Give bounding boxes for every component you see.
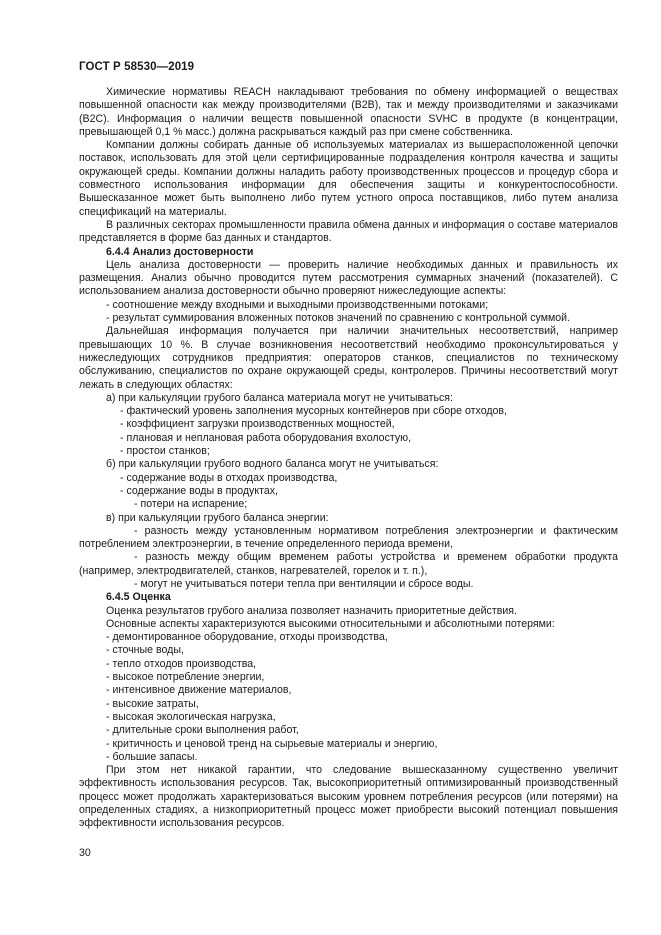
paragraph: Дальнейшая информация получается при наличии значительных несоответствий, например превышающих 10 %. В случае возникновения несоответствий необходимо проконсультироваться у нижеследующих сотрудников предприятия: операторов станков, специалистов по техническому обслуживанию, специалистов по охране окружающей среды, контролеров. Причины несоответствий могут лежать в следующих областях:: [79, 325, 618, 391]
list-item: - содержание воды в продуктах,: [120, 484, 278, 497]
list-item: - плановая и неплановая работа оборудования вхолостую,: [120, 431, 412, 444]
list-item: - интенсивное движение материалов,: [106, 684, 292, 697]
list-item: - простои станков;: [120, 445, 210, 458]
list-item-v: в) при калькуляции грубого баланса энергии:: [106, 511, 329, 524]
section-heading-6-4-5: 6.4.5 Оценка: [106, 591, 171, 604]
list-item-a: а) при калькуляции грубого баланса материала могут не учитываться:: [106, 391, 453, 404]
page-number: 30: [79, 847, 91, 859]
list-item: - высокое потребление энергии,: [106, 671, 265, 684]
paragraph: Оценка результатов грубого анализа позволяет назначить приоритетные действия.: [106, 604, 517, 617]
paragraph: Основные аспекты характеризуются высокими относительными и абсолютными потерями:: [106, 617, 555, 630]
list-item: - демонтированное оборудование, отходы производства,: [106, 631, 388, 644]
document-body: [79, 86, 618, 831]
list-item: - тепло отходов производства,: [106, 657, 257, 670]
paragraph: В различных секторах промышленности правила обмена данных и информация о составе материалов представляется в форме баз данных и стандартов.: [79, 218, 618, 245]
list-item: - высокие затраты,: [106, 697, 199, 710]
list-item: - результат суммирования вложенных потоков значений по сравнению с контрольной суммой.: [106, 312, 571, 325]
list-item: - большие запасы.: [106, 750, 198, 763]
paragraph: Химические нормативы REACH накладывают требования по обмену информацией о веществах повышенной опасности как между производителями (B2B), так и между производителями и заказчиками (B2C). Информация о наличии веществ повышенной опасности SVHC в продукте (в концентрации, превышающей 0,1 % масс.) должна раскрываться каждый раз при смене собственника.: [79, 86, 618, 138]
list-item: - могут не учитываться потери тепла при вентиляции и сбросе воды.: [134, 577, 474, 590]
list-item: - длительные сроки выполнения работ,: [106, 724, 299, 737]
list-item: - разность между установленным нормативом потребления электроэнергии и фактическим потреблением электроэнергии, в течение определенного периода времени,: [79, 524, 618, 551]
list-item: - соотношение между входными и выходными производственными потоками;: [106, 298, 489, 311]
list-item: - содержание воды в отходах производства,: [120, 471, 338, 484]
list-item: - потери на испарение;: [134, 498, 248, 511]
section-heading-6-4-4: 6.4.4 Анализ достоверности: [106, 245, 254, 258]
list-item: - критичность и ценовой тренд на сырьевые материалы и энергию,: [106, 737, 438, 750]
list-item: - разность между общим временем работы устройства и временем обработки продукта (например, электродвигателей, станков, нагревателей, горелок и т. п.),: [79, 551, 618, 577]
list-item: - сточные воды,: [106, 644, 184, 657]
document-header: ГОСТ Р 58530—2019: [79, 61, 195, 73]
paragraph: Цель анализа достоверности — проверить наличие необходимых данных и правильность их размещения. Анализ обычно проводится путем рассмотрения суммарных значений (показателей). С использованием анализа достоверности обычно проверяют нижеследующие аспекты:: [79, 258, 618, 298]
paragraph: При этом нет никакой гарантии, что следование вышесказанному существенно увеличит эффективность использования ресурсов. Так, высокоприоритетный оптимизированный производственный процесс может продолжать характеризоваться высоким уровнем потребления ресурсов (или потерями) на определенных стадиях, а низкоприоритетный процесс может приобрести высокий потенциал повышения эффективности использования ресурсов.: [79, 764, 618, 830]
list-item: - фактический уровень заполнения мусорных контейнеров при сборе отходов,: [120, 405, 507, 418]
list-item: - коэффициент загрузки производственных мощностей,: [120, 418, 395, 431]
paragraph: Компании должны собирать данные об используемых материалах из вышерасположенной цепочки поставок, использовать для этой цели сертифицированные подразделения контроля качества и защиты окружающей среды. Компании должны наладить работу производственных процессов и процедур сбора и совместного использования информации для обеспечения защиты и конкурентоспособности. Вышесказанное может быть выполнено либо путем устного опроса поставщиков, либо путем анализа спецификаций на материалы.: [79, 139, 618, 218]
list-item-b: б) при калькуляции грубого водного баланса могут не учитываться:: [106, 458, 439, 471]
list-item: - высокая экологическая нагрузка,: [106, 710, 276, 723]
